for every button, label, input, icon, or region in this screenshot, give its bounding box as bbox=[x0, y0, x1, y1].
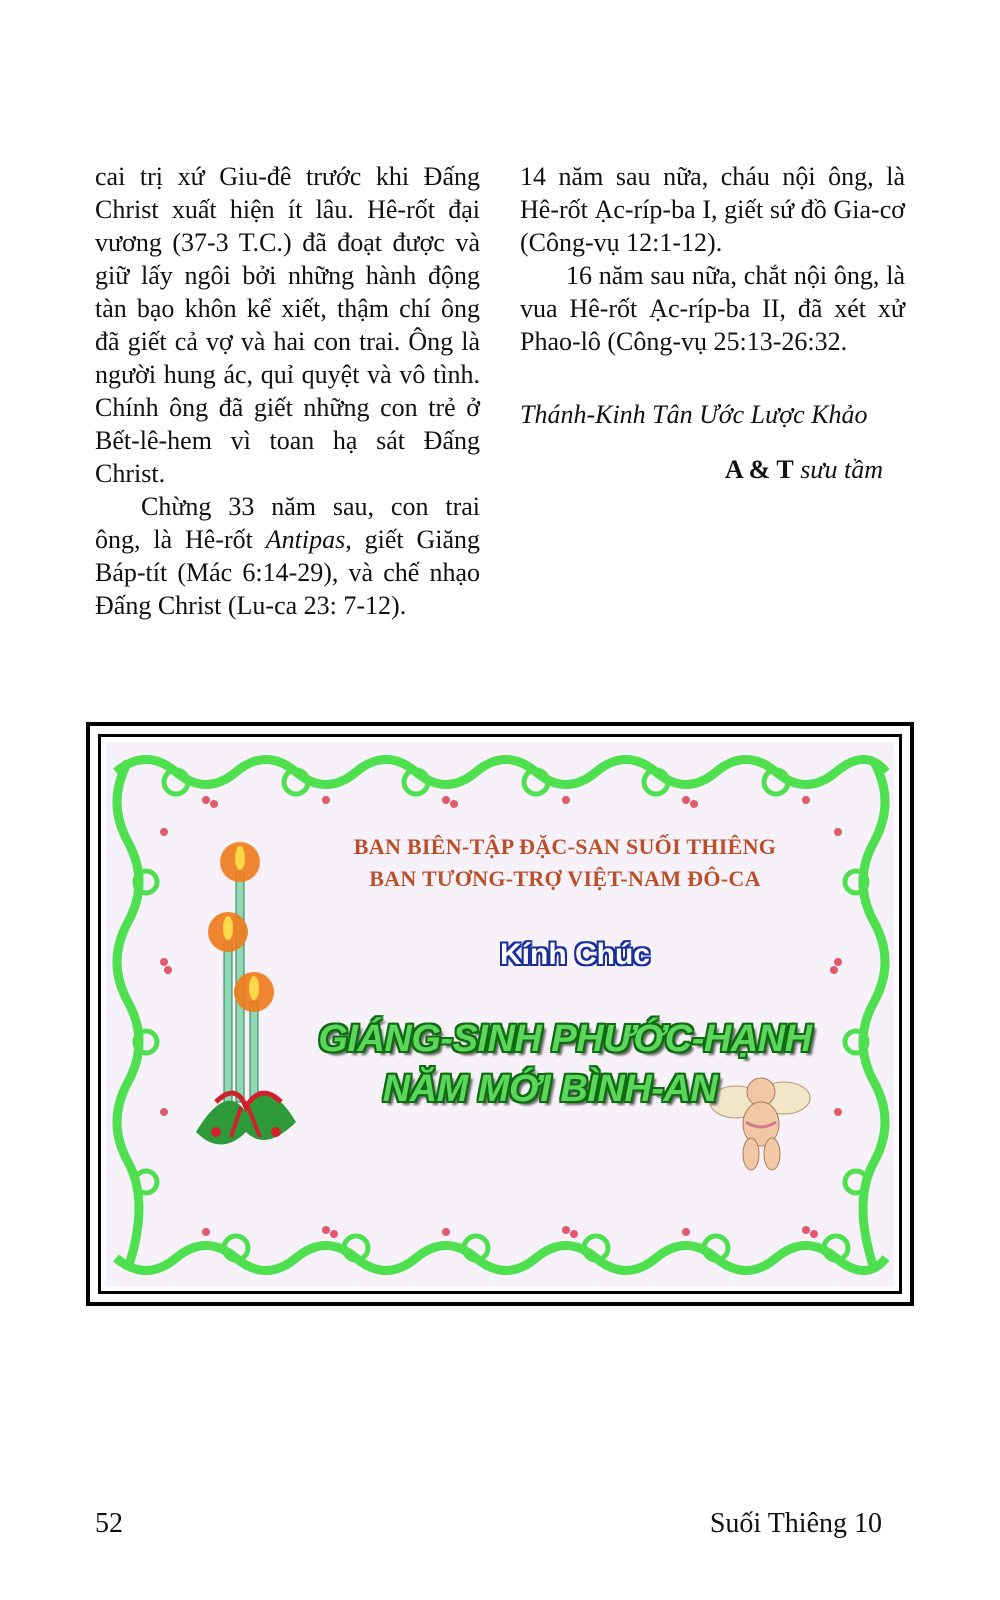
greeting-card bbox=[86, 722, 914, 1306]
left-paragraph-1: cai trị xứ Giu-đê trước khi Đấng Christ xuất hiện ít lâu. Hê-rốt đại vương (37-3 T.C.) đã đoạt được và giữ lấy ngôi bởi những hành động tàn bạo khôn kể xiết, thậm chí ông đã giết cả vợ và hai con trai. Ông là người hung ác, quỉ quyệt và vô tình. Chính ông đã giết những con trẻ ở Bết-lê-hem vì toan hạ sát Đấng Christ. bbox=[95, 162, 480, 488]
source-citation: Thánh-Kinh Tân Ước Lược Khảo bbox=[520, 400, 868, 429]
credit-line bbox=[520, 453, 905, 486]
card-header-line-1: BAN BIÊN-TẬP ĐẶC-SAN SUỐI THIÊNG bbox=[353, 834, 777, 859]
card-header-line-2: BAN TƯƠNG-TRỢ VIỆT-NAM ĐÔ-CA bbox=[369, 866, 761, 891]
greeting-card-art bbox=[106, 742, 894, 1286]
credit-names: A & T bbox=[724, 455, 794, 484]
credit-suffix: sưu tầm bbox=[800, 455, 883, 484]
right-column bbox=[520, 160, 905, 486]
left-paragraph-2-end: , giết Giăng Báp-tít (Mác 6:14-29), và chế nhạo Đấng Christ (Lu-ca 23: 7-12). bbox=[95, 525, 481, 620]
left-paragraph-2-start: Chừng 33 năm sau, con trai ông, là Hê-rốt bbox=[95, 492, 480, 554]
left-paragraph-2 bbox=[95, 490, 480, 622]
card-wish-line-2: NĂM MỚI BÌNH-AN bbox=[382, 1068, 718, 1110]
card-wish-line-1: GIÁNG-SINH PHƯỚC-HẠNH bbox=[318, 1018, 812, 1060]
greeting-card-inner-border bbox=[98, 734, 902, 1294]
page-number: 52 bbox=[95, 1508, 123, 1539]
right-paragraph-2: 16 năm sau nữa, chắt nội ông, là vua Hê-rốt Ạc-ríp-ba II, đã xét xử Phao-lô (Công-vụ 25:13-26:32. bbox=[520, 261, 905, 356]
left-column bbox=[95, 160, 480, 622]
antipas-emphasis: Antipas bbox=[265, 525, 346, 554]
right-paragraph-1: 14 năm sau nữa, cháu nội ông, là Hê-rốt Ạc-ríp-ba I, giết sứ đồ Gia-cơ (Công-vụ 12:1-12). bbox=[520, 162, 905, 257]
card-greeting: Kính Chúc bbox=[500, 938, 650, 971]
magazine-title: Suối Thiêng 10 bbox=[709, 1508, 882, 1539]
